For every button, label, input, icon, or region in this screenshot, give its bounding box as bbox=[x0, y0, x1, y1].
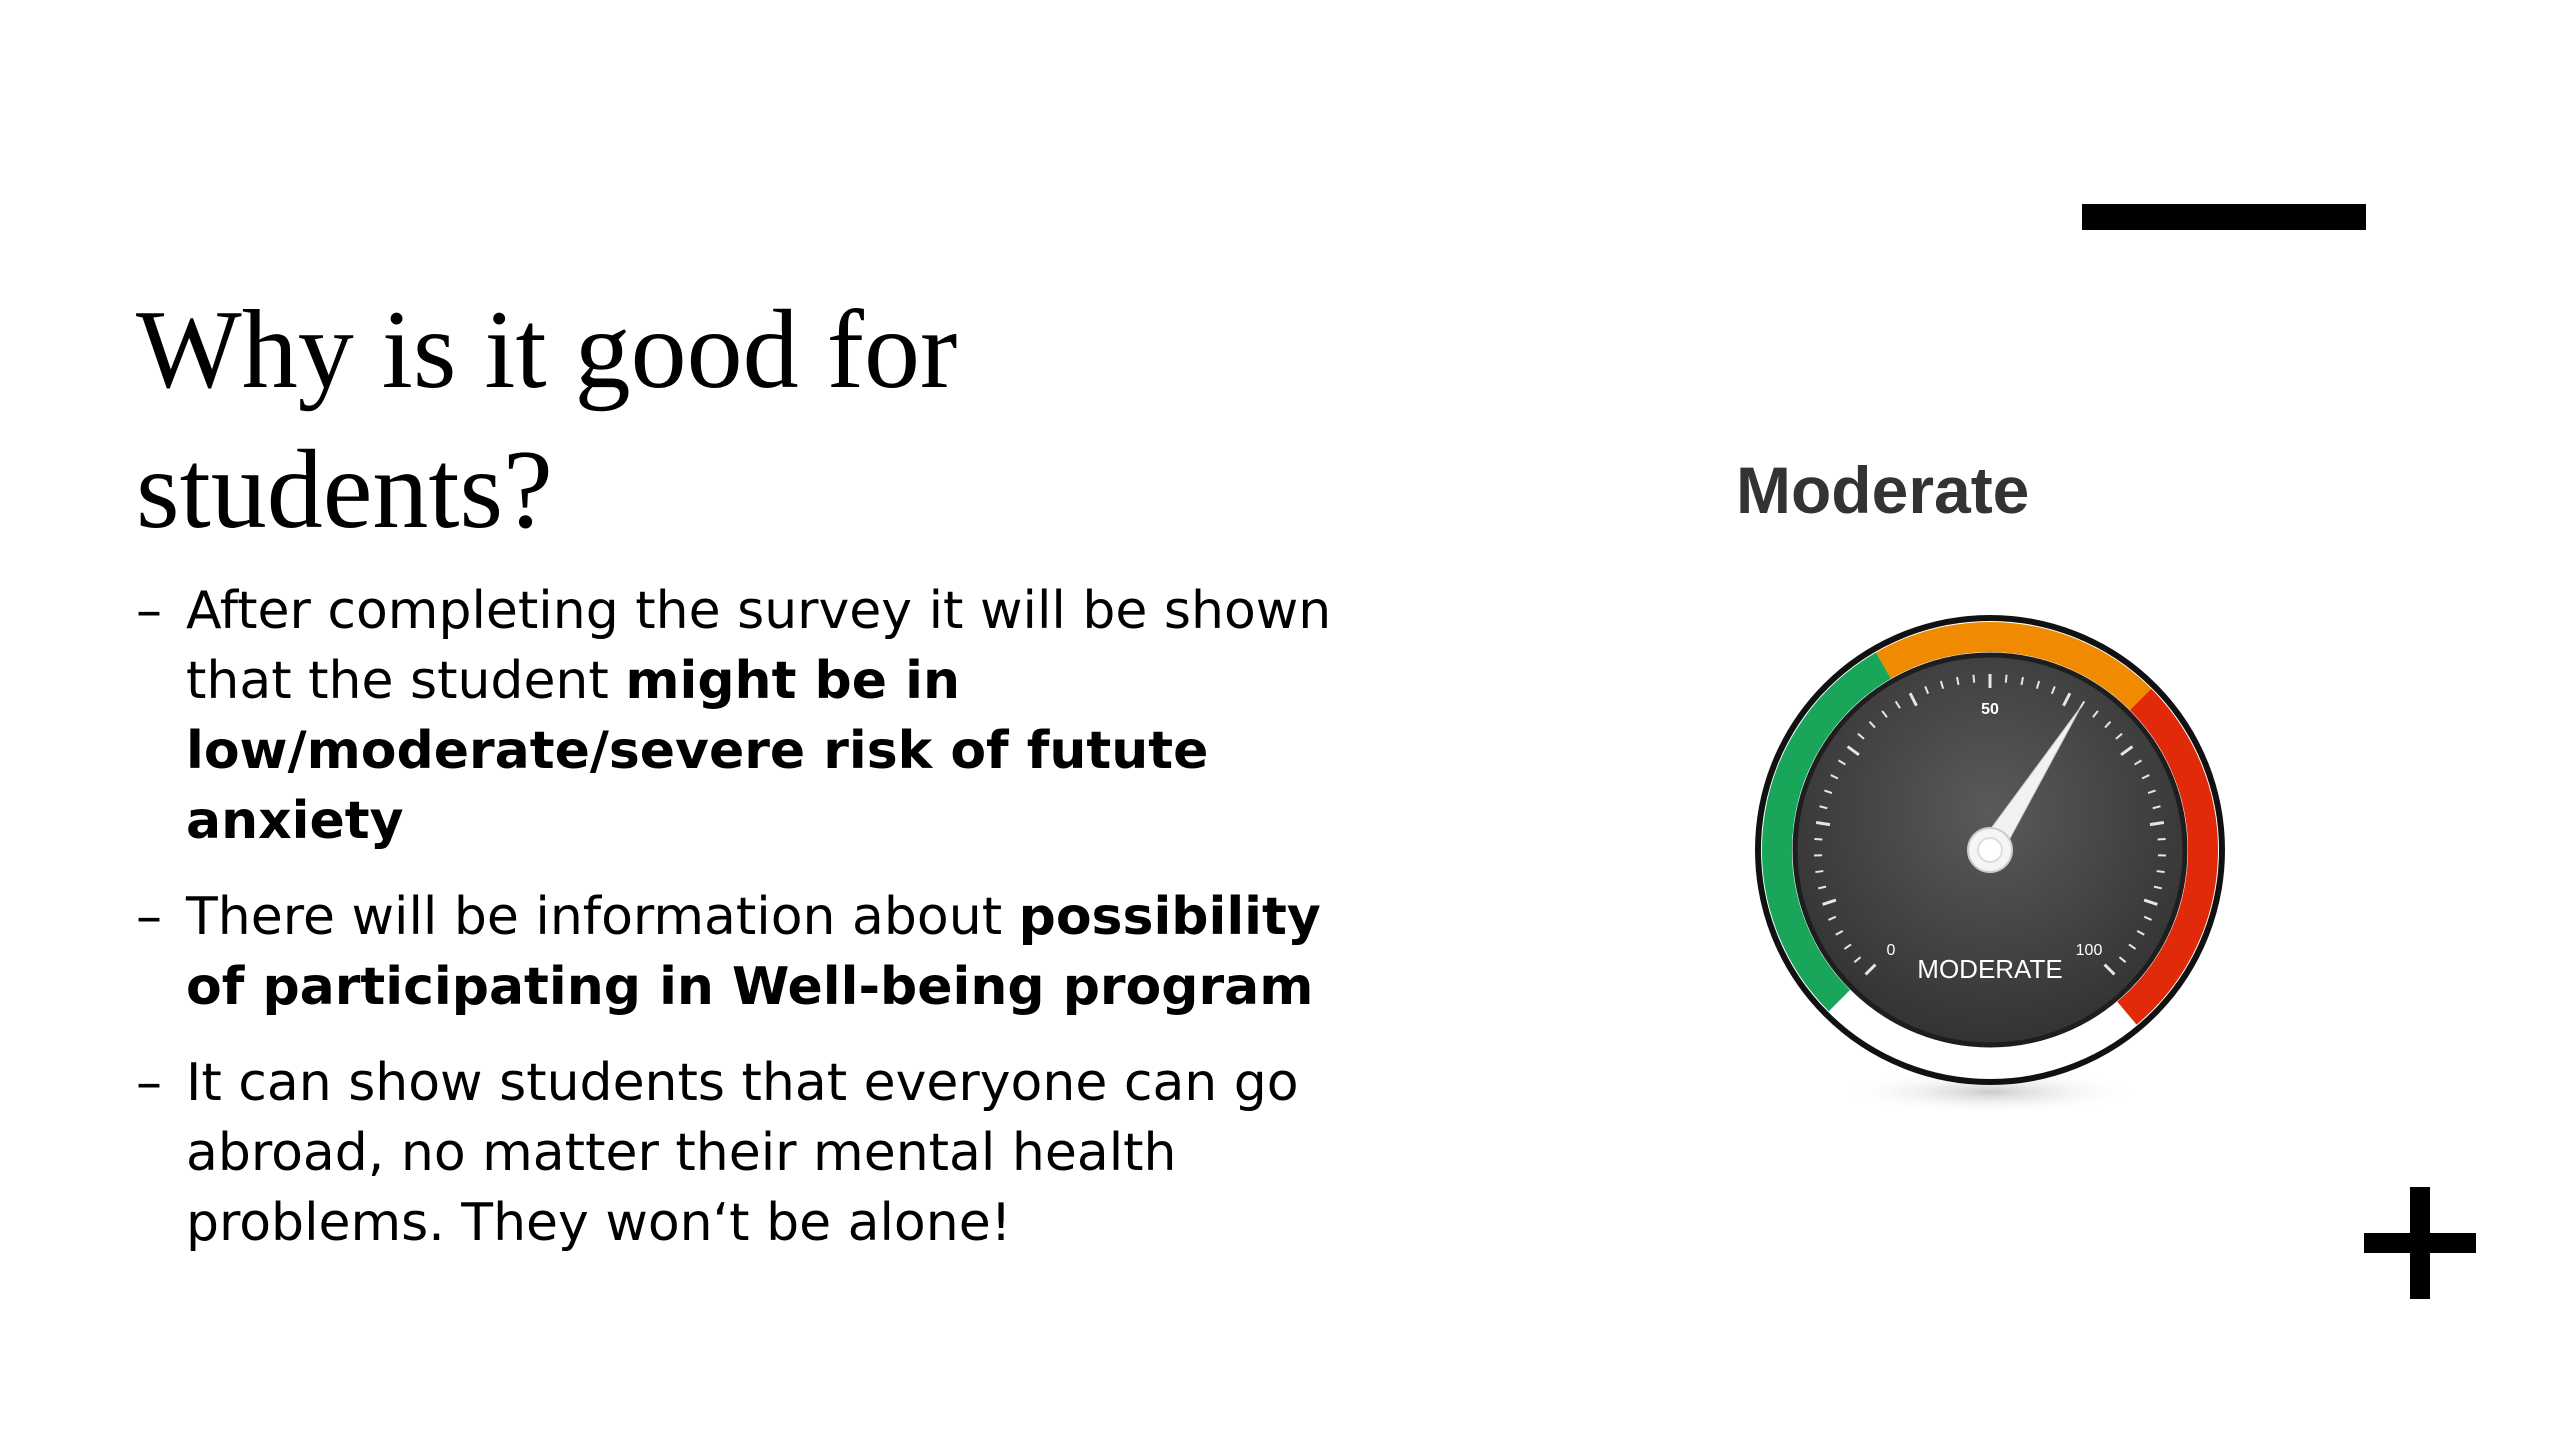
gauge-scale-min-label: 0 bbox=[1886, 941, 1896, 959]
gauge-tick bbox=[2157, 871, 2165, 872]
title-line-1: Why is it good for bbox=[136, 288, 958, 412]
gauge-hub-center bbox=[1978, 838, 2002, 862]
plus-icon bbox=[2364, 1187, 2476, 1299]
bullet-dash: – bbox=[136, 581, 162, 641]
bullet-text: There will be information about bbox=[186, 887, 1019, 947]
gauge-tick bbox=[1973, 675, 1974, 683]
decorative-bar bbox=[2082, 204, 2366, 230]
gauge-tick bbox=[1815, 871, 1823, 872]
gauge-dial-label: MODERATE bbox=[1917, 954, 2063, 984]
gauge-scale-mid-label: 50 bbox=[1981, 701, 1999, 718]
bullet-item bbox=[136, 1048, 1336, 1258]
bullet-item bbox=[136, 882, 1336, 1022]
gauge-tick bbox=[2006, 675, 2007, 683]
bullet-list bbox=[136, 576, 1336, 1284]
bullet-item bbox=[136, 576, 1336, 856]
gauge-tick bbox=[2158, 839, 2166, 840]
slide-title bbox=[136, 280, 1336, 560]
gauge-dial bbox=[1750, 600, 2230, 1120]
bullet-dash: – bbox=[136, 1053, 162, 1113]
gauge-heading: Moderate bbox=[1736, 453, 2030, 527]
bullet-text: After completing the survey it will be shown that the student bbox=[186, 581, 1332, 711]
bullet-dash: – bbox=[136, 887, 162, 947]
gauge-tick bbox=[1814, 839, 1822, 840]
bullet-bold-text: possibility of participating in Well-being program bbox=[186, 887, 1321, 1017]
bullet-text: It can show students that everyone can go abroad, no matter their mental health problems. They won‘t be alone! bbox=[186, 1053, 1299, 1253]
title-line-2: students? bbox=[136, 428, 553, 552]
gauge-scale-max-label: 100 bbox=[2075, 941, 2103, 959]
bullet-bold-text: might be in low/moderate/severe risk of futute anxiety bbox=[186, 651, 1209, 851]
